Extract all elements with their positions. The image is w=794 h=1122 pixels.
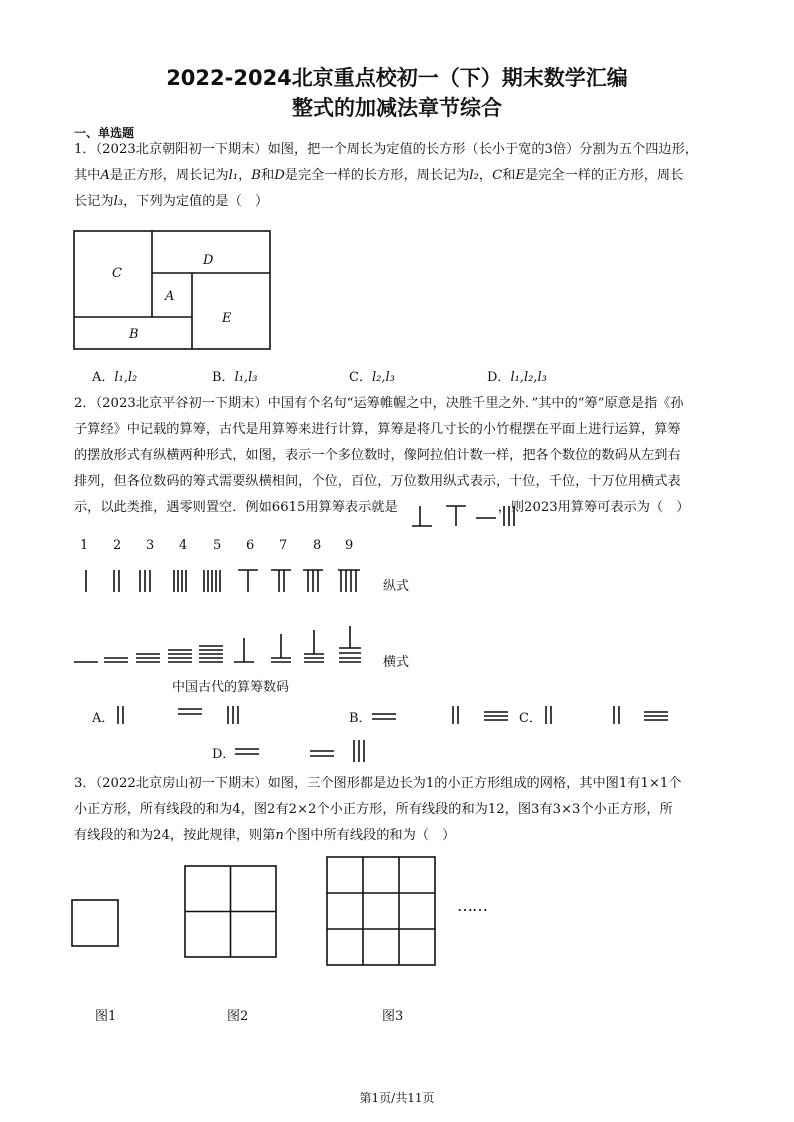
q1-option-b-letter: B． — [212, 370, 235, 385]
q2-option-c[interactable] — [519, 707, 542, 726]
q1-option-a[interactable] — [92, 366, 137, 385]
q1-var-l1: l₁ — [228, 168, 239, 183]
q2-digit: 1 — [80, 538, 89, 553]
q1-text-d: 是完全一样的正方形，周长 — [525, 168, 684, 183]
q1-option-a-letter: A． — [92, 370, 115, 385]
q2-option-c-letter: C． — [519, 711, 542, 726]
q2-option-a[interactable] — [92, 707, 114, 726]
q1-line3 — [74, 189, 724, 215]
q2-digit: 3 — [146, 538, 155, 553]
q2-line1: 2．（2023北京平谷初一下期末）中国有个名句“运筹帷幄之中，决胜千里之外．”其中的“筹”原意是指《孙 — [74, 396, 684, 411]
q3-line3 — [74, 823, 724, 849]
q2-digit-row — [70, 538, 400, 558]
page-title: 2022-2024北京重点校初一（下）期末数学汇编 — [166, 66, 628, 90]
q2-line5-b: ，则2023用算筹可表示为（ ） — [497, 500, 690, 515]
q3-grid-1 — [72, 900, 122, 950]
q2-digit: 2 — [113, 538, 122, 553]
q1-fig-label-d: D — [203, 253, 214, 268]
q2-digit: 7 — [279, 538, 288, 553]
q1-sep2: ， — [478, 168, 493, 183]
q1-var-e: E — [515, 168, 526, 183]
q3-fig2-label: 图2 — [227, 1009, 249, 1024]
q2-figure-caption: 中国古代的算筹数码 — [172, 680, 290, 695]
q2-option-b[interactable] — [349, 707, 372, 726]
q2-digit: 6 — [246, 538, 255, 553]
q1-option-c[interactable] — [349, 366, 395, 385]
q1-option-c-letter: C． — [349, 370, 372, 385]
q2-line3: 的摆放形式有纵横两种形式，如图，表示一个多位数时，像阿拉伯计数一样，把各个数位的数码从左到右 — [74, 448, 681, 463]
q1-text — [74, 137, 724, 215]
q2-vertical-rods — [74, 568, 374, 594]
q1-option-d-value: l₁,l₂,l₃ — [510, 370, 547, 385]
q2-option-c-rods — [544, 704, 674, 726]
q1-fig-label-c: C — [112, 266, 122, 281]
q2-option-a-rods — [116, 704, 246, 726]
q1-line1: 1．（2023北京朝阳初一下期末）如图，把一个周长为定值的长方形（长小于宽的3倍）分割为五个四边形， — [74, 142, 698, 157]
q2-vertical-label: 纵式 — [383, 579, 410, 594]
q2-digit: 5 — [213, 538, 222, 553]
q2-option-d-letter: D． — [212, 747, 236, 762]
q1-var-d: D — [274, 168, 285, 183]
q2-digit: 9 — [345, 538, 354, 553]
q2-example-6615-rods — [412, 504, 522, 530]
q3-line2: 小正方形，所有线段的和为4，图2有2×2个小正方形，所有线段的和为12，图3有3×3个小正方形，所 — [74, 802, 673, 817]
q1-text-e: 长记为 — [74, 194, 114, 209]
q1-text-a: 其中 — [74, 168, 101, 183]
q2-line5 — [74, 495, 724, 521]
q1-option-b-value: l₁,l₃ — [234, 370, 258, 385]
q1-and2: 和 — [502, 168, 516, 183]
q3-fig3-label: 图3 — [382, 1009, 404, 1024]
q1-text-c: 是完全一样的长方形，周长记为 — [284, 168, 470, 183]
page-subtitle: 整式的加减法章节综合 — [292, 96, 502, 120]
q3-var-n: n — [275, 828, 284, 843]
q3-text — [74, 771, 724, 849]
q1-fig-label-a: A — [165, 289, 175, 304]
q1-text-f: ，下列为定值的是（ ） — [123, 194, 269, 209]
q1-option-b[interactable] — [212, 366, 257, 385]
q1-text-b: 是正方形，周长记为 — [109, 168, 229, 183]
q3-line3-b: 个图中所有线段的和为（ ） — [283, 828, 456, 843]
q3-grid-3 — [327, 857, 437, 967]
q1-option-d[interactable] — [487, 366, 547, 385]
page-footer: 第1页/共11页 — [359, 1091, 435, 1105]
q1-var-b: B — [251, 168, 261, 183]
q1-option-d-letter: D． — [487, 370, 511, 385]
q2-option-d[interactable] — [212, 743, 235, 762]
q1-fig-label-e: E — [222, 311, 232, 326]
q3-line1: 3．（2022北京房山初一下期末）如图，三个图形都是边长为1的小正方形组成的网格，其中图1有1×1个 — [74, 776, 682, 791]
q1-option-c-value: l₂,l₃ — [371, 370, 395, 385]
q2-digit: 4 — [179, 538, 188, 553]
q3-fig1-label: 图1 — [95, 1009, 117, 1024]
q1-var-l2: l₂ — [469, 168, 479, 183]
q1-var-l3: l₃ — [113, 194, 124, 209]
q2-line4: 排列，但各位数码的筹式需要纵横相间，个位，百位，万位数用纵式表示，十位，千位，十万位用横式表 — [74, 474, 681, 489]
q1-var-c: C — [492, 168, 503, 183]
q2-line2: 子算经》中记载的算筹，古代是用算筹来进行计算，算筹是将几寸长的小竹棍摆在平面上进行运算，算筹 — [74, 422, 681, 437]
q1-line2 — [74, 163, 724, 189]
q2-option-b-letter: B． — [349, 711, 372, 726]
q1-fig-label-b: B — [129, 327, 139, 342]
q3-grid-2 — [185, 866, 277, 958]
q2-option-b-rods — [372, 704, 512, 726]
q2-option-a-letter: A． — [92, 711, 115, 726]
q1-and1: 和 — [261, 168, 275, 183]
q2-horizontal-label: 横式 — [383, 655, 410, 670]
q2-horizontal-rods — [74, 624, 374, 666]
q3-line3-a: 有线段的和为24，按此规律，则第 — [74, 828, 276, 843]
q2-text — [74, 391, 724, 521]
q1-var-a: A — [100, 168, 110, 183]
q3-ellipsis: …… — [457, 896, 487, 915]
q2-line5-a: 示，以此类推，遇零则置空．例如6615用算筹表示就是 — [74, 500, 398, 515]
q2-option-d-rods — [235, 738, 375, 764]
q1-sep1: ， — [238, 168, 252, 183]
section-heading: 一、单选题 — [74, 126, 135, 140]
q2-digit: 8 — [313, 538, 322, 553]
q1-option-a-value: l₁,l₂ — [114, 370, 138, 385]
